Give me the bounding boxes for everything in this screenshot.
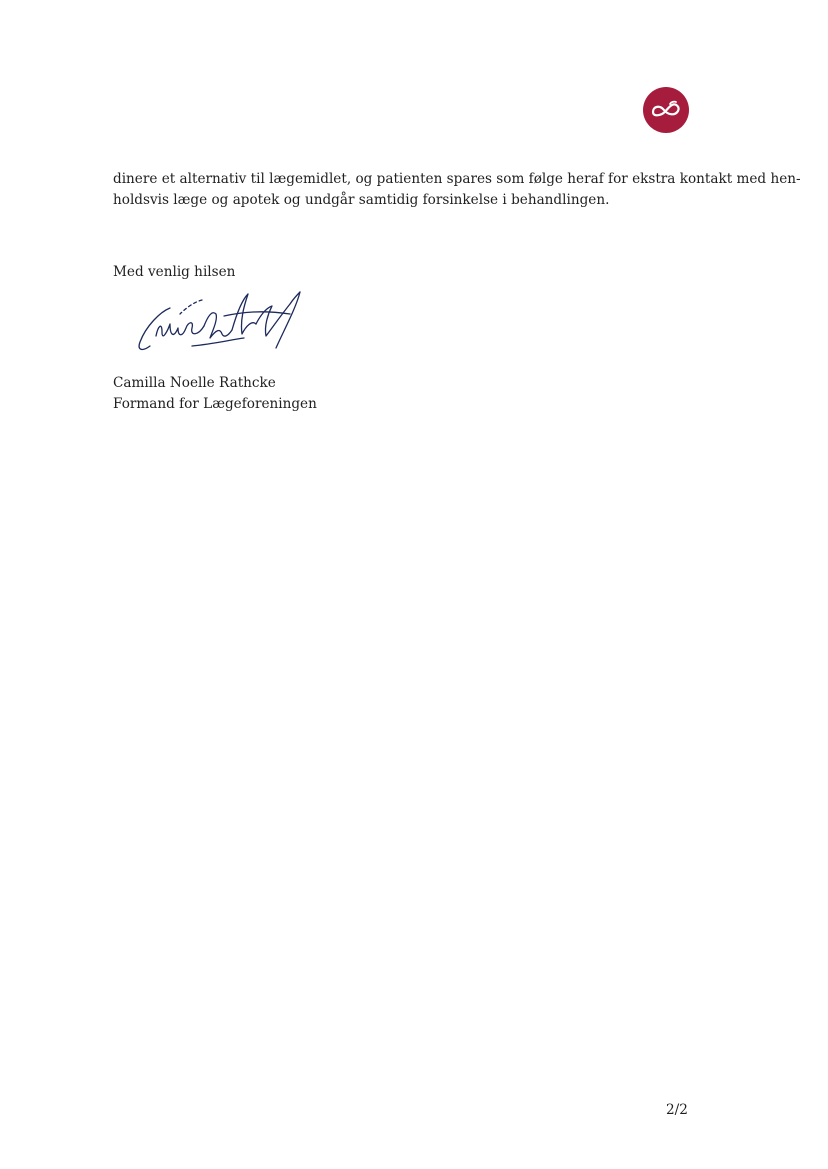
signer-title: Formand for Lægeforeningen xyxy=(113,395,317,412)
letter-body xyxy=(113,169,801,210)
page-number: 2/2 xyxy=(666,1102,688,1118)
body-line-1: dinere et alternativ til lægemidlet, og patienten spares som følge heraf for ekstra kontakt med hen- xyxy=(113,171,801,187)
body-line-2: holdsvis læge og apotek og undgår samtidig forsinkelse i behandlingen. xyxy=(113,191,610,208)
closing-greeting: Med venlig hilsen xyxy=(113,264,236,280)
signer-name: Camilla Noelle Rathcke xyxy=(113,375,276,391)
handwritten-signature xyxy=(132,286,307,358)
signer-block xyxy=(113,373,317,414)
laegeforeningen-logo-icon xyxy=(643,87,689,133)
serpent-symbol xyxy=(650,99,682,121)
